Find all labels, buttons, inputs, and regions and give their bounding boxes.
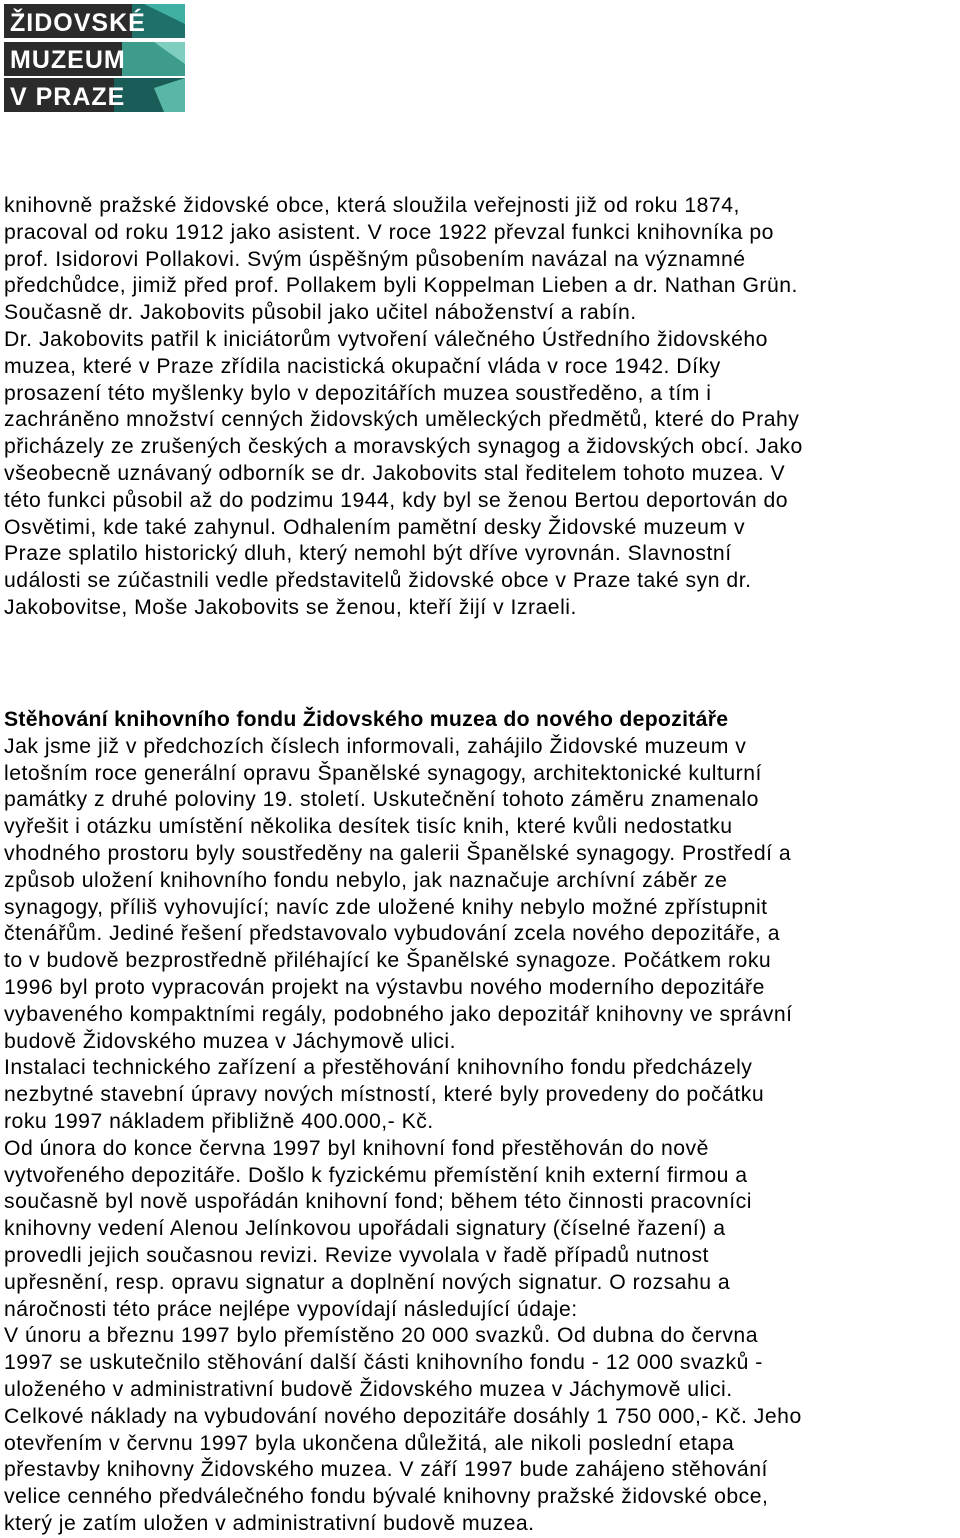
section-heading: Stěhování knihovního fondu Židovského muzea do nového depozitáře (4, 708, 729, 731)
text-line: synagogy, příliš vyhovující; navíc zde uložené knihy nebylo možné zpřístupnit (4, 895, 768, 919)
text-line: velice cenného předválečného fondu bývalé knihovny pražské židovské obce, (4, 1485, 769, 1509)
article-continuation (4, 193, 960, 622)
text-line: vhodného prostoru byly soustředěny na galerii Španělské synagogy. Prostředí a (4, 841, 792, 865)
text-line: letošním roce generální opravu Španělské synagogy, architektonické kulturní (4, 761, 762, 785)
text-line: čtenářům. Jediné řešení představovalo vybudování zcela nového depozitáře, a (4, 922, 780, 946)
museum-logo (4, 4, 185, 112)
text-line: který je zatím uložen v administrativní budově muzea. (4, 1511, 535, 1535)
logo-line-1: ŽIDOVSKÉ (10, 9, 146, 37)
text-line: památky z druhé poloviny 19. století. Uskutečnění tohoto záměru znamenalo (4, 788, 759, 812)
text-line: současně byl nově uspořádán knihovní fond; během této činnosti pracovníci (4, 1190, 752, 1214)
text-line: Osvětimi, kde také zahynul. Odhalením pamětní desky Židovské muzeum v (4, 515, 746, 539)
text-line: nezbytné stavební úpravy nových místností, které byly provedeny do počátku (4, 1083, 765, 1107)
text-line: 1997 se uskutečnilo stěhování další části knihovního fondu - 12 000 svazků - (4, 1351, 763, 1375)
text-line: Instalaci technického zařízení a přestěhování knihovního fondu předcházely (4, 1056, 753, 1080)
article-library-move (4, 707, 960, 1538)
text-line: prof. Isidorovi Pollakovi. Svým úspěšným působením navázal na významné (4, 247, 746, 271)
text-line: vyřešit i otázku umístění několika desítek tisíc knih, které kvůli nedostatku (4, 815, 733, 839)
text-line: Dr. Jakobovits patřil k iniciátorům vytvoření válečného Ústředního židovského (4, 327, 768, 351)
text-line: zachráněno množství cenných židovských uměleckých předmětů, které do Prahy (4, 408, 800, 432)
paragraph-jakobovits (4, 193, 960, 622)
text-line: předchůdce, jimiž před prof. Pollakem byli Koppelman Lieben a dr. Nathan Grün. (4, 274, 798, 298)
text-line: knihovny vedení Alenou Jelínkovou upořádali signatury (číselné řazení) a (4, 1217, 726, 1241)
text-line: Praze splatilo historický dluh, který nemohl být dříve vyrovnán. Slavnostní (4, 542, 732, 566)
text-line: vytvořeného depozitáře. Došlo k fyzickému přemístění knih externí firmou a (4, 1163, 748, 1187)
text-line: Současně dr. Jakobovits působil jako učitel náboženství a rabín. (4, 301, 637, 325)
text-line: všeobecně uznávaný odborník se dr. Jakobovits stal ředitelem tohoto muzea. V (4, 461, 786, 485)
paragraph-library-move (4, 707, 960, 1538)
text-line: to v budově bezprostředně přiléhající ke Španělské synagoze. Počátkem roku (4, 949, 772, 973)
text-line: budově Židovského muzea v Jáchymově ulici. (4, 1029, 457, 1053)
text-line: knihovně pražské židovské obce, která sloužila veřejnosti již od roku 1874, (4, 194, 740, 217)
text-line: roku 1997 nákladem přibližně 400.000,- Kč. (4, 1109, 434, 1133)
text-line: vybaveného kompaktními regály, podobného jako depozitář knihovny ve správní (4, 1002, 793, 1026)
text-line: upřesnění, resp. opravu signatur a doplnění nových signatur. O rozsahu a (4, 1270, 731, 1294)
text-line: muzea, které v Praze zřídila nacistická okupační vláda v roce 1942. Díky (4, 354, 721, 378)
text-line: Jakobovitse, Moše Jakobovits se ženou, kteří žijí v Izraeli. (4, 595, 577, 619)
text-line: prosazení této myšlenky bylo v depozitářích muzea soustředěno, a tím i (4, 381, 712, 405)
text-line: Jak jsme již v předchozích číslech informovali, zahájilo Židovské muzeum v (4, 734, 747, 758)
text-line: pracoval od roku 1912 jako asistent. V roce 1922 převzal funkci knihovníka po (4, 220, 774, 244)
text-line: Od února do konce června 1997 byl knihovní fond přestěhován do nově (4, 1136, 709, 1160)
text-line: provedli jejich současnou revizi. Revize vyvolala v řadě případů nutnost (4, 1243, 709, 1267)
text-line: uloženého v administrativní budově Židovského muzea v Jáchymově ulici. (4, 1377, 733, 1401)
text-line: Celkové náklady na vybudování nového depozitáře dosáhly 1 750 000,- Kč. Jeho (4, 1404, 802, 1428)
text-line: přestavby knihovny Židovského muzea. V září 1997 bude zahájeno stěhování (4, 1458, 768, 1482)
logo-line-3: V PRAZE (10, 83, 126, 111)
logo-line-2: MUZEUM (10, 46, 126, 74)
text-line: přicházely ze zrušených českých a moravských synagog a židovských obcí. Jako (4, 435, 803, 459)
text-line: náročnosti této práce nejlépe vypovídají následující údaje: (4, 1297, 578, 1321)
text-line: způsob uložení knihovního fondu nebylo, jak naznačuje archívní záběr ze (4, 868, 728, 892)
text-line: této funkci působil až do podzimu 1944, kdy byl se ženou Bertou deportován do (4, 488, 789, 512)
text-line: V únoru a březnu 1997 bylo přemístěno 20 000 svazků. Od dubna do června (4, 1324, 758, 1348)
text-line: otevřením v červnu 1997 byla ukončena důležitá, ale nikoli poslední etapa (4, 1431, 735, 1455)
text-line: 1996 byl proto vypracován projekt na výstavbu nového moderního depozitáře (4, 975, 765, 999)
text-line: události se zúčastnili vedle představitelů židovské obce v Praze také syn dr. (4, 569, 752, 593)
